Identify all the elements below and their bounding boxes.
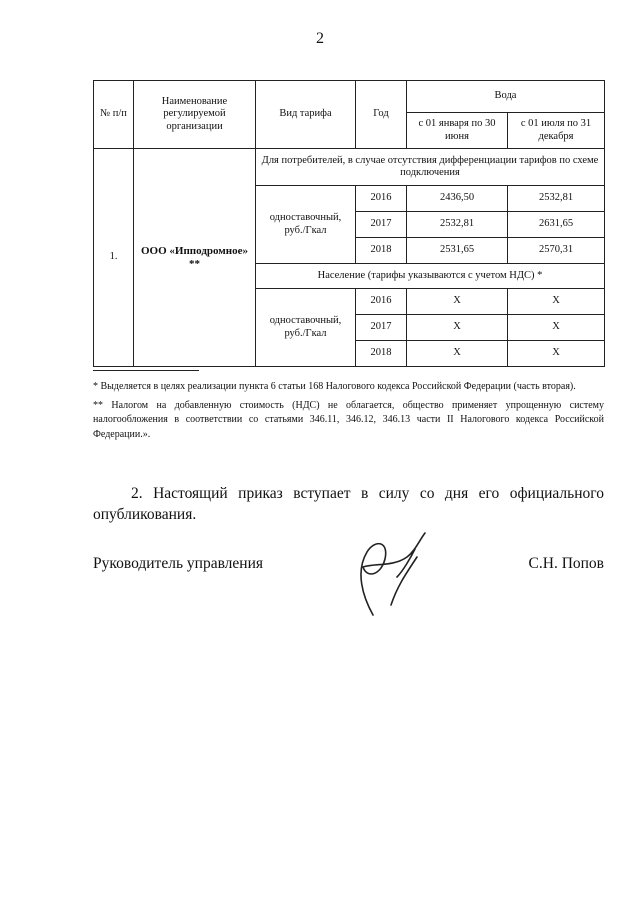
value-cell: 2532,81	[508, 186, 605, 212]
year-cell: 2018	[356, 341, 407, 367]
year-cell: 2017	[356, 212, 407, 238]
value-cell: 2436,50	[407, 186, 508, 212]
header-water: Вода	[407, 81, 605, 113]
org-name: ООО «Ипподромное»	[140, 244, 249, 257]
signer-title: Руководитель управления	[93, 555, 264, 572]
page-number: 2	[316, 30, 324, 47]
header-year: Год	[356, 81, 407, 149]
value-cell: 2531,65	[407, 238, 508, 264]
year-cell: 2016	[356, 186, 407, 212]
value-cell: Х	[508, 341, 605, 367]
value-cell: 2570,31	[508, 238, 605, 264]
signature-image	[345, 527, 440, 622]
row-number: 1.	[94, 149, 134, 367]
year-cell: 2016	[356, 289, 407, 315]
section-row	[94, 149, 605, 186]
org-name-cell	[134, 149, 256, 367]
header-num: № п/п	[94, 81, 134, 149]
header-period-1: с 01 января по 30 июня	[407, 113, 508, 149]
year-cell: 2018	[356, 238, 407, 264]
footnote-1: * Выделяется в целях реализации пункта 6 статьи 168 Налогового кодекса Российской Федерации (часть вторая).	[93, 381, 576, 392]
value-cell: Х	[407, 289, 508, 315]
header-row	[94, 81, 605, 113]
footnote-2: ** Налогом на добавленную стоимость (НДС) не облагается, общество применяет упрощенную систему налогообложения в соответствии со статьями 346.11, 346.12, 346.13 части II Налогового кодекса Российской Федерации.».	[93, 399, 604, 440]
header-org: Наименование регулируемой организации	[134, 81, 256, 149]
value-cell: 2631,65	[508, 212, 605, 238]
tariff-type-cell: одноставочный, руб./Гкал	[256, 289, 356, 367]
value-cell: Х	[407, 341, 508, 367]
section-title: Для потребителей, в случае отсутствия дифференциации тарифов по схеме подключения	[256, 149, 605, 186]
value-cell: Х	[407, 315, 508, 341]
org-footnote-mark: **	[189, 257, 200, 270]
footnote-divider	[93, 370, 199, 371]
value-cell: Х	[508, 289, 605, 315]
footnotes	[93, 380, 604, 446]
signer-name: С.Н. Попов	[528, 555, 604, 572]
tariff-table	[93, 80, 605, 367]
year-cell: 2017	[356, 315, 407, 341]
header-period-2: с 01 июля по 31 декабря	[508, 113, 605, 149]
value-cell: Х	[508, 315, 605, 341]
value-cell: 2532,81	[407, 212, 508, 238]
header-tariff-type: Вид тарифа	[256, 81, 356, 149]
tariff-type-cell: одноставочный, руб./Гкал	[256, 186, 356, 264]
section-title: Население (тарифы указываются с учетом НДС) *	[256, 264, 605, 289]
clause-2: 2. Настоящий приказ вступает в силу со дня его официального опубликования.	[93, 485, 604, 523]
